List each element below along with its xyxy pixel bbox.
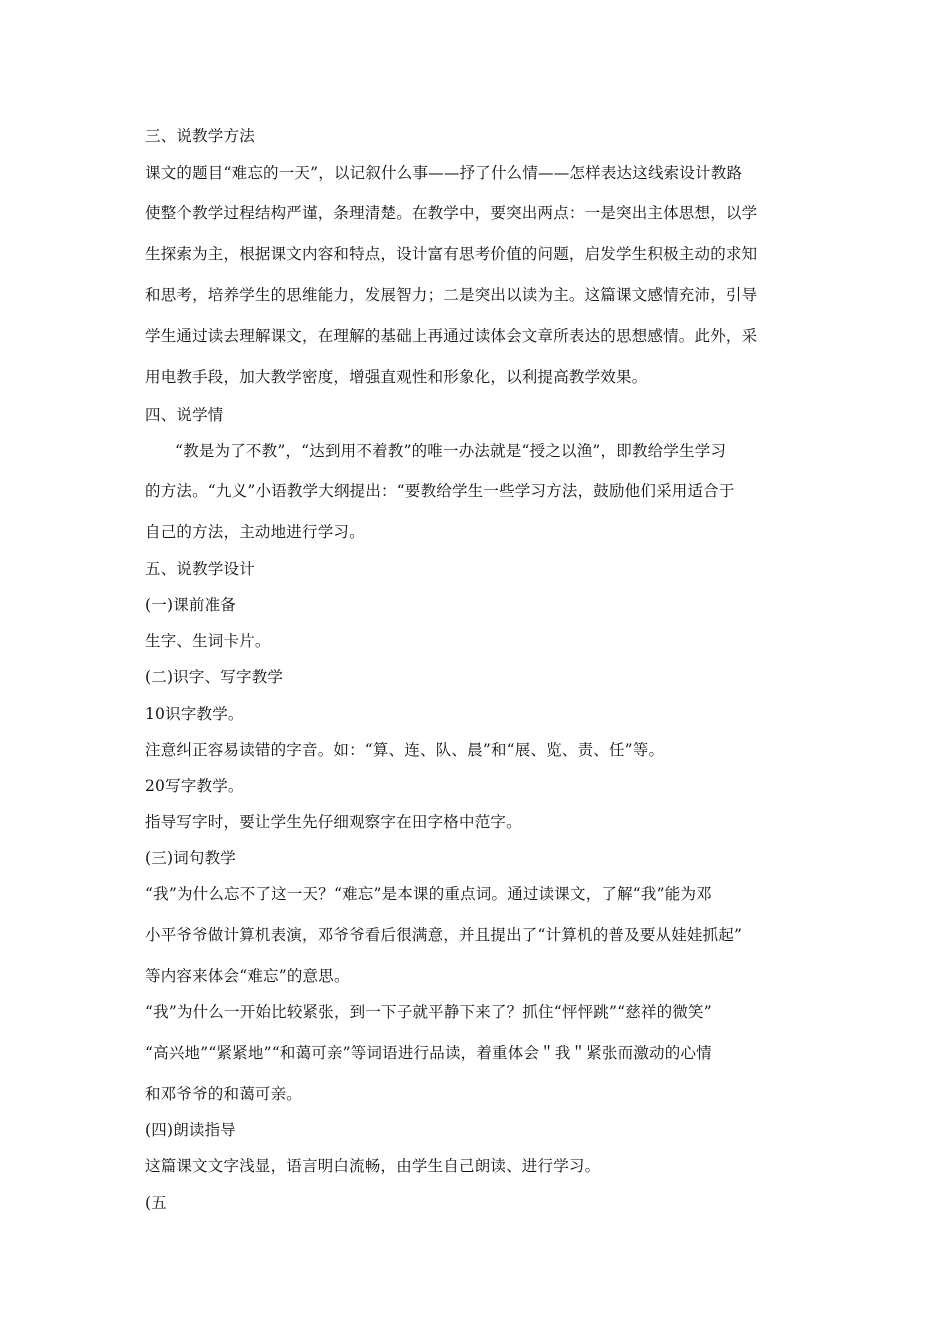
paragraph-line: 等内容来体会“难忘”的意思。 xyxy=(145,967,350,985)
subsection-heading: (三)词句教学 xyxy=(145,849,236,867)
paragraph-line: 用电教手段，加大教学密度，增强直观性和形象化，以利提高教学效果。 xyxy=(145,368,648,386)
paragraph-line: 学生通过读去理解课文，在理解的基础上再通过读体会文章所表达的思想感情。此外，采 xyxy=(145,327,758,345)
paragraph-line: 和思考，培养学生的思维能力，发展智力；二是突出以读为主。这篇课文感情充沛，引导 xyxy=(145,286,758,304)
paragraph-line: “高兴地”“紧紧地”“和蔼可亲”等词语进行品读，着重体会＂我＂紧张而激动的心情 xyxy=(145,1044,712,1062)
paragraph-line: 和邓爷爷的和蔼可亲。 xyxy=(145,1085,303,1103)
section-heading-design: 五、说教学设计 xyxy=(145,560,255,578)
subsection-heading: (二)识字、写字教学 xyxy=(145,668,284,686)
paragraph-line: 自己的方法，主动地进行学习。 xyxy=(145,523,365,541)
paragraph-line: 指导写字时，要让学生先仔细观察字在田字格中范字。 xyxy=(145,813,522,831)
paragraph-line: 生字、生词卡片。 xyxy=(145,632,271,650)
paragraph-line: 注意纠正容易读错的字音。如：“算、连、队、晨”和“展、览、责、任”等。 xyxy=(145,741,665,759)
paragraph-line: 的方法。“九义”小语教学大纲提出：“要教给学生一些学习方法，鼓励他们采用适合于 xyxy=(145,482,735,500)
section-heading-students: 四、说学情 xyxy=(145,406,224,424)
paragraph-line: 小平爷爷做计算机表演，邓爷爷看后很满意，并且提出了“计算机的普及要从娃娃抓起” xyxy=(145,926,743,944)
list-item: 10识字教学。 xyxy=(145,705,244,723)
paragraph-line: 这篇课文文字浅显，语言明白流畅，由学生自己朗读、进行学习。 xyxy=(145,1157,601,1175)
paragraph-line: “教是为了不教”，“达到用不着教”的唯一办法就是“授之以渔”，即教给学生学习 xyxy=(175,442,727,460)
paragraph-line: “我”为什么一开始比较紧张，到一下子就平静下来了？抓住“怦怦跳”“慈祥的微笑” xyxy=(145,1003,712,1021)
paragraph-line: “我”为什么忘不了这一天？“难忘”是本课的重点词。通过读课文，了解“我”能为邓 xyxy=(145,885,712,903)
paragraph-line: 生探索为主，根据课文内容和特点，设计富有思考价值的问题，启发学生积极主动的求知 xyxy=(145,245,758,263)
subsection-heading: (一)课前准备 xyxy=(145,596,236,614)
subsection-heading: (四)朗读指导 xyxy=(145,1121,236,1139)
paragraph-line: 课文的题目“难忘的一天”，以记叙什么事——抒了什么情——怎样表达这线索设计教路 xyxy=(145,164,743,182)
list-item: 20写字教学。 xyxy=(145,777,244,795)
section-heading-methods: 三、说教学方法 xyxy=(145,127,255,145)
paragraph-line: 使整个教学过程结构严谨，条理清楚。在教学中，要突出两点：一是突出主体思想，以学 xyxy=(145,204,758,222)
subsection-heading: (五 xyxy=(145,1194,167,1212)
